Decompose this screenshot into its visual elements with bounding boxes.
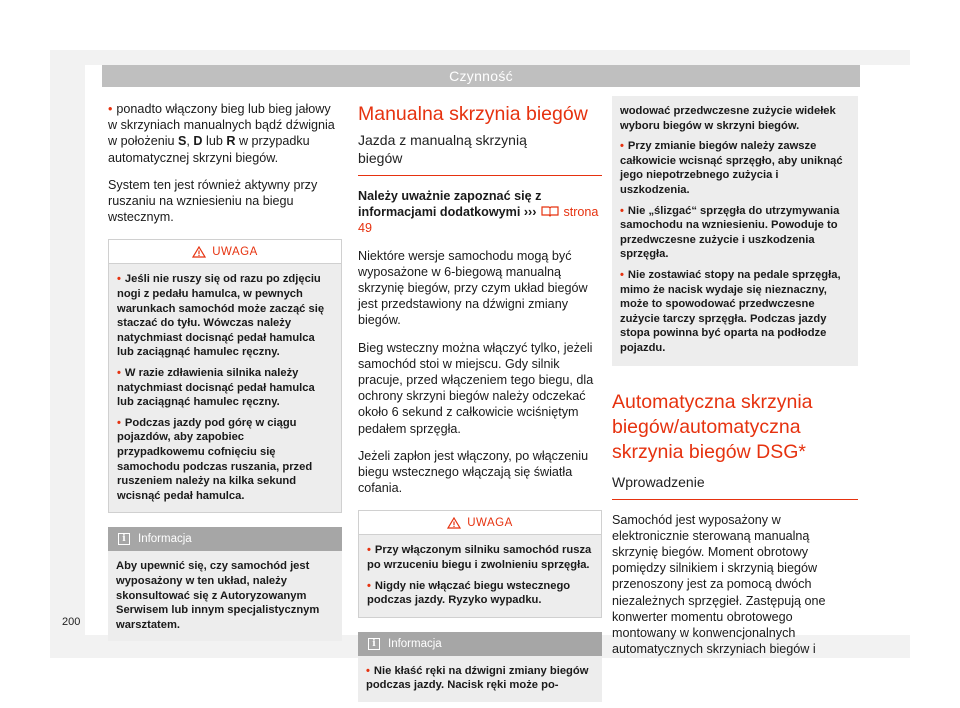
info-body: Aby upewnić się, czy samochód jest wyposażony w ten układ, należy skonsultować się z Autoryzowanym Serwisem lub innym specjalistycznym warsztatem. <box>108 551 342 641</box>
info-icon: i <box>118 533 130 545</box>
bullet: • <box>108 102 113 116</box>
warning-triangle-icon <box>447 517 461 529</box>
warning-item: • W razie zdławienia silnika należy natychmiast docisnąć pedał hamulca lub zaciągnąć hamulec ręczny. <box>117 366 315 409</box>
info-header <box>108 527 342 551</box>
chapter-heading: Manualna skrzynia biegów <box>358 103 588 125</box>
info-icon: i <box>368 638 380 650</box>
warning-header <box>108 239 342 263</box>
info-header <box>358 632 602 656</box>
warning-title: UWAGA <box>212 245 258 258</box>
info-continuation-box <box>612 96 858 366</box>
right-column <box>612 96 858 668</box>
middle-paragraph-3: Jeżeli zapłon jest włączony, po włączeniu biegu wstecznego włączają się światła cofania. <box>358 448 589 496</box>
section-subheading-intro: Wprowadzenie <box>612 473 858 500</box>
info-body: • Nie kłaść ręki na dźwigni zmiany biegów podczas jazdy. Nacisk ręki może po- <box>358 656 602 702</box>
page-link[interactable]: strona 49 <box>358 205 599 236</box>
warning-title: UWAGA <box>467 516 513 529</box>
intro-paragraph: Należy uważnie zapoznać się z informacjami dodatkowymi ››› strona 49 <box>358 189 599 236</box>
warning-item: • Nigdy nie włączać biegu wstecznego podczas jazdy. Ryzyko wypadku. <box>367 579 571 607</box>
warning-item: • Przy włączonym silniku samochód rusza po wrzuceniu biegu i zwolnieniu sprzęgła. <box>367 544 592 572</box>
section-subheading: Jazda z manualną skrzynią biegów <box>358 131 602 176</box>
warning-item: • Podczas jazdy pod górę w ciągu pojazdów, aby zapobiec przypadkowemu cofnięciu się samochodu podczas ruszania, przed ruszeniem należy na kilka sekund wcisnąć pedał hamulca. <box>117 416 313 502</box>
warning-header <box>358 510 602 534</box>
left-paragraph-1: • ponadto włączony bieg lub bieg jałowy w skrzyniach manualnych bądź dźwignia w położeniu S, D lub R w przypadku automatycznej skrzyni biegów. <box>108 102 335 165</box>
book-icon <box>540 205 560 217</box>
page-number: 200 <box>62 616 81 628</box>
info-item: • Przy zmianie biegów należy zawsze całkowicie wcisnąć sprzęgło, aby uniknąć jego niepotrzebnego zużycia i uszkodzenia. <box>620 140 843 196</box>
warning-body <box>108 263 342 513</box>
section-header <box>102 65 860 87</box>
info-box-middle <box>358 632 602 702</box>
info-title: Informacja <box>138 533 192 546</box>
middle-column <box>358 101 602 702</box>
left-paragraph-2: System ten jest również aktywny przy ruszaniu na wzniesieniu na biegu wstecznym. <box>108 177 318 225</box>
middle-paragraph-1: Niektóre wersje samochodu mogą być wyposażone w 6-biegową manualną skrzynię biegów, przy czym układ biegów jest przedstawiony na dźwigni zmiany biegów. <box>358 248 588 328</box>
left-column <box>108 101 342 641</box>
info-item: • Nie zostawiać stopy na pedale sprzęgła, mimo że nacisk wydaje się nieznaczny, może to spowodować przedwczesne zużycie tarczy sprzęgła. Podczas jazdy stopa powinna być oparta na podłodze pojazdu. <box>620 268 841 354</box>
chapter-heading-automatic: Automatyczna skrzynia biegów/automatyczna skrzynia biegów DSG* <box>612 390 813 463</box>
warning-box-left <box>108 239 342 513</box>
warning-triangle-icon <box>192 246 206 258</box>
info-continuation-text: wodować przedwczesne zużycie widełek wyboru biegów w skrzyni biegów. <box>620 105 836 132</box>
warning-item: • Jeśli nie ruszy się od razu po zdjęciu nogi z pedału hamulca, w pewnych warunkach samochód może zacząć się staczać do tyłu. Wówczas należy natychmiast docisnąć pedał hamulca lub zaciągnąć hamulec ręczny. <box>117 273 325 359</box>
info-title: Informacja <box>388 637 442 650</box>
info-item: • Nie „ślizgać“ sprzęgła do utrzymywania samochodu na wzniesieniu. Powoduje to przedwczesne zużycie i uszkodzenia sprzęgła. <box>620 204 840 261</box>
warning-box-middle <box>358 510 602 617</box>
right-paragraph-1: Samochód jest wyposażony w elektronicznie sterowaną manualną skrzynię biegów. Moment obrotowy pomiędzy silnikiem i skrzynią biegów przenoszony jest za pomocą dwóch niezależnych sprzęgieł. Zastępują one konwerter momentu obrotowego montowany w konwencjonalnych automatycznych skrzyniach biegów i <box>612 512 826 657</box>
section-title: Czynność <box>449 68 513 84</box>
info-box-left <box>108 527 342 641</box>
warning-body <box>358 534 602 617</box>
middle-paragraph-2: Bieg wsteczny można włączyć tylko, jeżeli samochód stoi w miejscu. Gdy silnik pracuje, przed włączeniem tego biegu, dla ochrony skrzyni biegów należy odczekać około 6 sekund z całkowicie wciśniętym pedałem sprzęgła. <box>358 340 594 436</box>
